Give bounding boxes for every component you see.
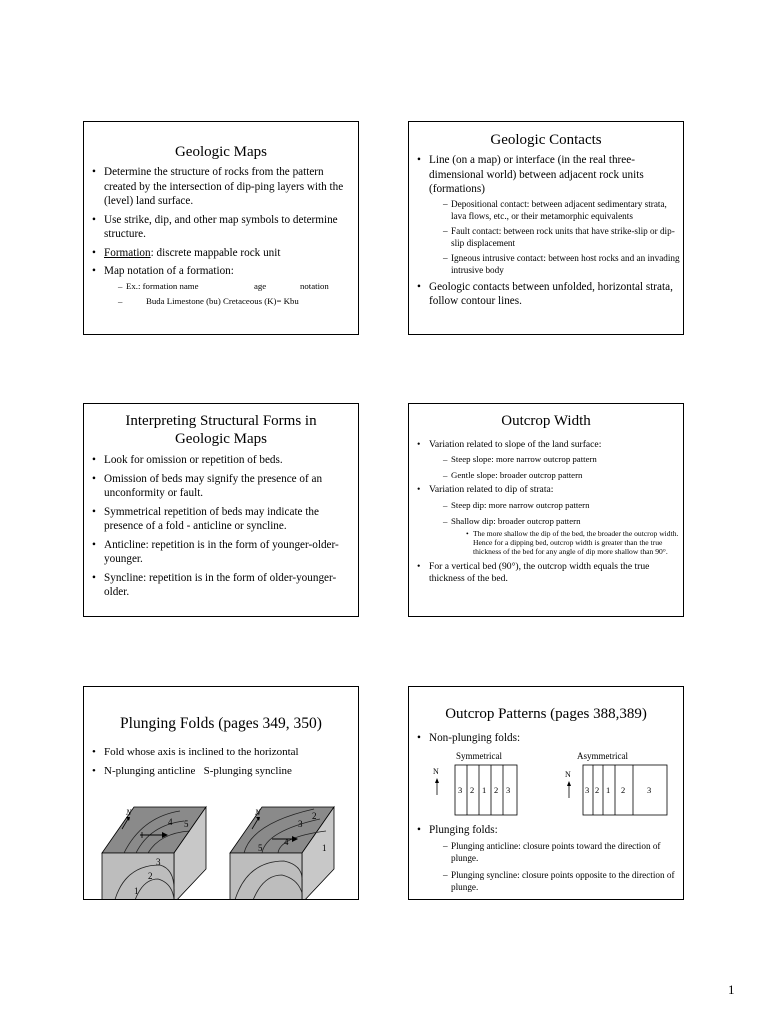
bullet: • Variation related to slope of the land surface: (409, 439, 683, 451)
north-arrow-head-icon (567, 781, 571, 786)
sub-bullet: – Plunging syncline: closure points opposite to the direction of plunge. (409, 869, 683, 893)
bullet: • Look for omission or repetition of beds. (84, 453, 358, 468)
symmetrical-label: Symmetrical (456, 751, 502, 761)
example-header (84, 280, 358, 292)
example-buda-text: Buda Limestone (bu) Cretaceous (K)= Kbu (146, 295, 299, 306)
bed-label: 2 (621, 785, 626, 795)
sub-sub-bullet: • The more shallow the dip of the bed, the broader the outcrop width. Hence for a dipping bed, outcrop width is greater than the true thickness of the bed for any angle of dip more shallow than 90°. (409, 529, 683, 557)
slide-title: Outcrop Patterns (pages 388,389) (445, 706, 647, 722)
slide-title: Outcrop Width (501, 413, 591, 429)
north-label: N (433, 767, 439, 776)
bullet: • Determine the structure of rocks from the pattern created by the intersection of dip-ping layers with the (level) land surface. (84, 165, 358, 209)
bed-label-2: 2 (312, 811, 317, 821)
anticline-block (102, 807, 206, 899)
bullet: • Anticline: repetition is in the form of younger-older-younger. (84, 538, 358, 567)
example-buda (84, 295, 358, 307)
asymmetrical-beds (583, 765, 667, 815)
slide-outcrop-width (408, 403, 684, 617)
asymmetrical-label: Asymmetrical (577, 751, 628, 761)
bed-label-2: 2 (148, 871, 153, 881)
bullet: • Omission of beds may signify the presence of an unconformity or fault. (84, 472, 358, 501)
bed-label-4: 4 (168, 817, 173, 827)
sub-bullet: – Depositional contact: between adjacent sedimentary strata, lava flows, etc., or their metamorphic equivalents (409, 198, 683, 222)
symmetrical-beds (455, 765, 517, 815)
sub-bullet: – Igneous intrusive contact: between host rocks and an invading intrusive body (409, 252, 683, 276)
bed-label-5: 5 (184, 819, 189, 829)
sub-bullet: – Shallow dip: broader outcrop pattern (409, 515, 683, 527)
bullet: • Fold whose axis is inclined to the horizontal (84, 745, 358, 760)
bed-label: 1 (606, 785, 611, 795)
bed-label: 3 (458, 785, 463, 795)
north-label: N (126, 808, 132, 817)
bullet (84, 246, 358, 261)
bullet: • Variation related to dip of strata: (409, 484, 683, 496)
formation-definition: : discrete mappable rock unit (150, 246, 281, 259)
formation-term: Formation (104, 246, 151, 259)
bed-label-4: 4 (284, 837, 289, 847)
bullet: • Syncline: repetition is in the form of older-younger-older. (84, 571, 358, 600)
sub-bullet: – Steep slope: more narrow outcrop pattern (409, 453, 683, 465)
bed-label: 2 (595, 785, 600, 795)
bed-label-3: 3 (156, 857, 161, 867)
sub-bullet: – Fault contact: between rock units that have strike-slip or dip-slip displacement (409, 225, 683, 249)
sub-bullet: – Steep dip: more narrow outcrop pattern (409, 499, 683, 511)
north-label: N (565, 770, 571, 779)
bed-label: 3 (647, 785, 652, 795)
slide-title: Geologic Contacts (490, 132, 602, 148)
bullet: • Geologic contacts between unfolded, horizontal strata, follow contour lines. (409, 280, 683, 309)
bullet: • For a vertical bed (90°), the outcrop width equals the true thickness of the bed. (409, 561, 683, 586)
bed-label-1: 1 (322, 843, 327, 853)
example-formation-name: Ex.: formation name (126, 280, 199, 291)
slide-title: Geologic Maps (174, 144, 268, 160)
north-arrow-head-icon (435, 778, 439, 783)
bullet: • Non-plunging folds: (409, 731, 683, 746)
slide-title: Plunging Folds (pages 349, 350) (120, 715, 322, 732)
bullet: • Use strike, dip, and other map symbols to determine structure. (84, 213, 358, 242)
non-plunging-folds-diagram (409, 747, 683, 817)
bullet: • N-plunging anticline S-plunging syncline (84, 764, 358, 779)
bed-label: 3 (506, 785, 511, 795)
sub-bullet: – Plunging anticline: closure points toward the direction of plunge. (409, 840, 683, 864)
bed-label: 1 (482, 785, 487, 795)
sub-bullet: – Gentle slope: broader outcrop pattern (409, 469, 683, 481)
bed-label-5: 5 (258, 843, 263, 853)
bed-label: 2 (470, 785, 475, 795)
north-label: N (255, 808, 261, 817)
bullet: • Map notation of a formation: (84, 264, 358, 279)
plunging-folds-diagram (84, 799, 358, 899)
bullet: • Symmetrical repetition of beds may indicate the presence of a fold - anticline or syncline. (84, 505, 358, 534)
slide-geologic-contacts (408, 121, 684, 335)
slide-outcrop-patterns (408, 686, 684, 900)
example-age: age (254, 280, 267, 291)
bullet: • Line (on a map) or interface (in the real three-dimensional world) between adjacent rock units (formations) (409, 153, 683, 197)
slide-geologic-maps (83, 121, 359, 335)
slide-title: Interpreting Structural Forms in Geologic Maps (125, 413, 317, 447)
slide-interpreting-structural-forms (83, 403, 359, 617)
example-notation: notation (300, 280, 329, 291)
bullet: • Plunging folds: (409, 823, 683, 838)
bed-label: 3 (585, 785, 590, 795)
syncline-block (230, 807, 334, 899)
bed-label-3: 3 (298, 819, 303, 829)
bed-label-1: 1 (134, 886, 139, 896)
page-number: 1 (728, 982, 735, 997)
bed-label: 2 (494, 785, 499, 795)
slide-plunging-folds (83, 686, 359, 900)
